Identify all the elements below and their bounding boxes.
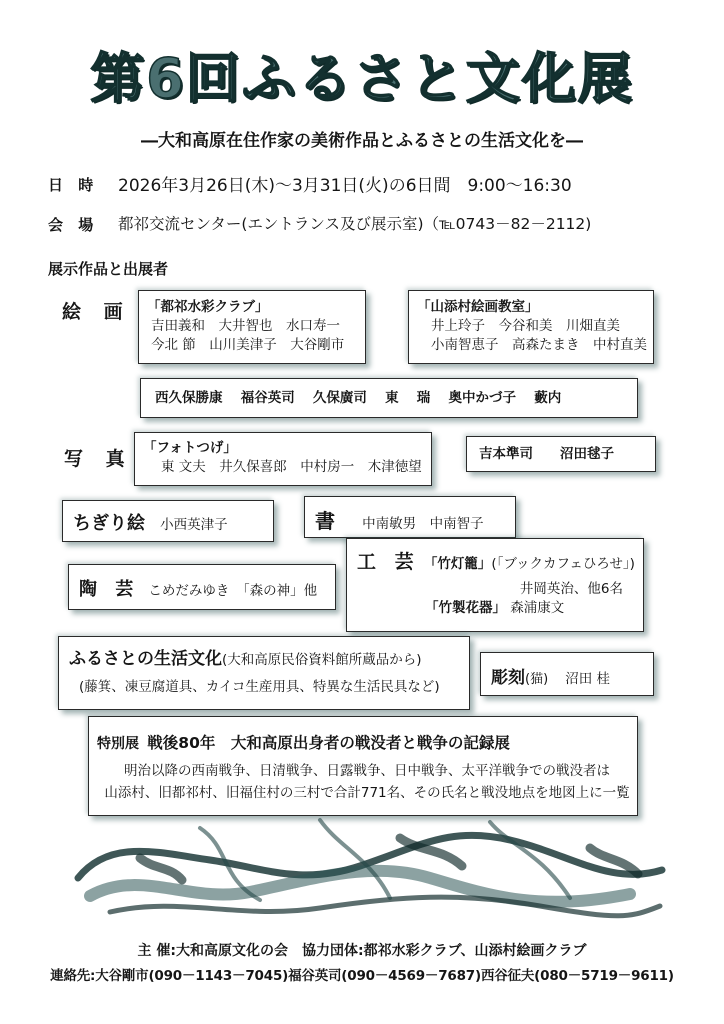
- sculpture-sub: (猫): [525, 672, 549, 687]
- craft-item1: 「竹灯籠」: [423, 556, 492, 572]
- calligraphy-box: [304, 496, 516, 538]
- photo-individuals: 吉本準司 沼田毬子: [479, 446, 614, 462]
- photo-individuals-box: [466, 436, 656, 472]
- folk-culture-items: (藤箕、凍豆腐道具、カイコ生産用具、特異な生活民具など): [79, 679, 440, 695]
- special-exhibition-line1: 明治以降の西南戦争、日清戦争、日露戦争、日中戦争、太平洋戦争での戦没者は: [124, 763, 610, 779]
- sculpture-box: [480, 652, 654, 696]
- craft-item2-artist: 森浦康文: [510, 600, 565, 616]
- chigirie-label: ちぎり絵: [73, 513, 145, 534]
- painting-group-yamazoe-box: [408, 290, 654, 364]
- organizer-line: 主 催:大和高原文化の会 協力団体:都祁水彩クラブ、山添村絵画クラブ: [137, 943, 587, 959]
- special-exhibition-title: 戦後80年 大和高原出身者の戦没者と戦争の記録展: [147, 734, 510, 752]
- schedule-value: 2026年3月26日(木)～3月31日(火)の6日間 9:00～16:30: [118, 176, 572, 196]
- painting-label: 絵 画: [62, 301, 131, 323]
- special-exhibition-box: [88, 716, 638, 816]
- folk-culture-source: (大和高原民俗資料館所蔵品から): [222, 652, 422, 668]
- poster-subtitle: ―大和高原在住作家の美術作品とふるさとの生活文化を―: [141, 131, 583, 151]
- venue-value: 都祁交流センター(エントランス及び展示室)（℡0743－82－2112): [118, 215, 592, 233]
- painting-individuals-box: [140, 378, 638, 418]
- sculpture-artist: 沼田 桂: [565, 671, 611, 687]
- chigirie-box: [62, 500, 274, 542]
- craft-item1-group: (「ブックカフェひろせ」): [491, 556, 635, 572]
- pottery-artist: こめだみゆき 「森の神」他: [148, 583, 318, 599]
- ink-brush-illustration: [70, 808, 670, 928]
- pottery-box: [68, 564, 336, 610]
- schedule-label: 日 時: [48, 176, 99, 194]
- calligraphy-label: 書: [315, 509, 335, 533]
- folk-culture-box: [58, 636, 470, 710]
- special-exhibition-line2: 山添村、旧都祁村、旧福住村の三村で合計771名、その氏名と戦没地点を地図上に一覧: [104, 785, 630, 801]
- painting-individuals: 西久保勝康 福谷英司 久保廣司 東 瑞 奥中かづ子 藪内: [155, 390, 562, 406]
- folk-culture-label: ふるさとの生活文化: [69, 649, 222, 669]
- painting-group-tsuge-line2: 今北 節 山川美津子 大谷剛市: [151, 337, 345, 353]
- craft-box: [346, 538, 644, 632]
- special-exhibition-tag: 特別展: [97, 736, 139, 752]
- painting-group-tsuge-box: [138, 290, 366, 364]
- painting-group-yamazoe-name: 「山添村絵画教室」: [417, 299, 539, 315]
- exhibits-heading: 展示作品と出展者: [48, 260, 169, 278]
- photo-group-name: 「フォトつげ」: [143, 440, 237, 456]
- craft-item2: 「竹製花器」: [425, 600, 506, 616]
- craft-item1-artists: 井岡英治、他6名: [519, 581, 623, 597]
- chigirie-artist: 小西英津子: [160, 517, 228, 533]
- photo-group-box: [134, 432, 432, 486]
- photo-label: 写 真: [64, 448, 133, 470]
- calligraphy-artists: 中南敏男 中南智子: [362, 516, 484, 532]
- painting-group-yamazoe-line1: 井上玲子 今谷和美 川畑直美: [431, 318, 620, 334]
- painting-group-yamazoe-line2: 小南智恵子 高森たまき 中村直美: [431, 337, 647, 353]
- pottery-label: 陶 芸: [79, 579, 140, 600]
- painting-group-tsuge-name: 「都祁水彩クラブ」: [147, 299, 269, 315]
- painting-group-tsuge-line1: 吉田義和 大井智也 水口寿一: [151, 318, 340, 334]
- venue-label: 会 場: [48, 216, 99, 234]
- contact-line: 連絡先:大谷剛市(090－1143－7045)福谷英司(090－4569－7687)西谷征夫(080－5719－9611): [50, 968, 674, 984]
- craft-label: 工 芸: [357, 551, 420, 573]
- poster-title: 第6回ふるさと文化展: [90, 47, 634, 110]
- photo-group-members: 東 文夫 井久保喜郎 中村房一 木津徳望: [161, 459, 422, 475]
- sculpture-label: 彫刻: [491, 668, 525, 688]
